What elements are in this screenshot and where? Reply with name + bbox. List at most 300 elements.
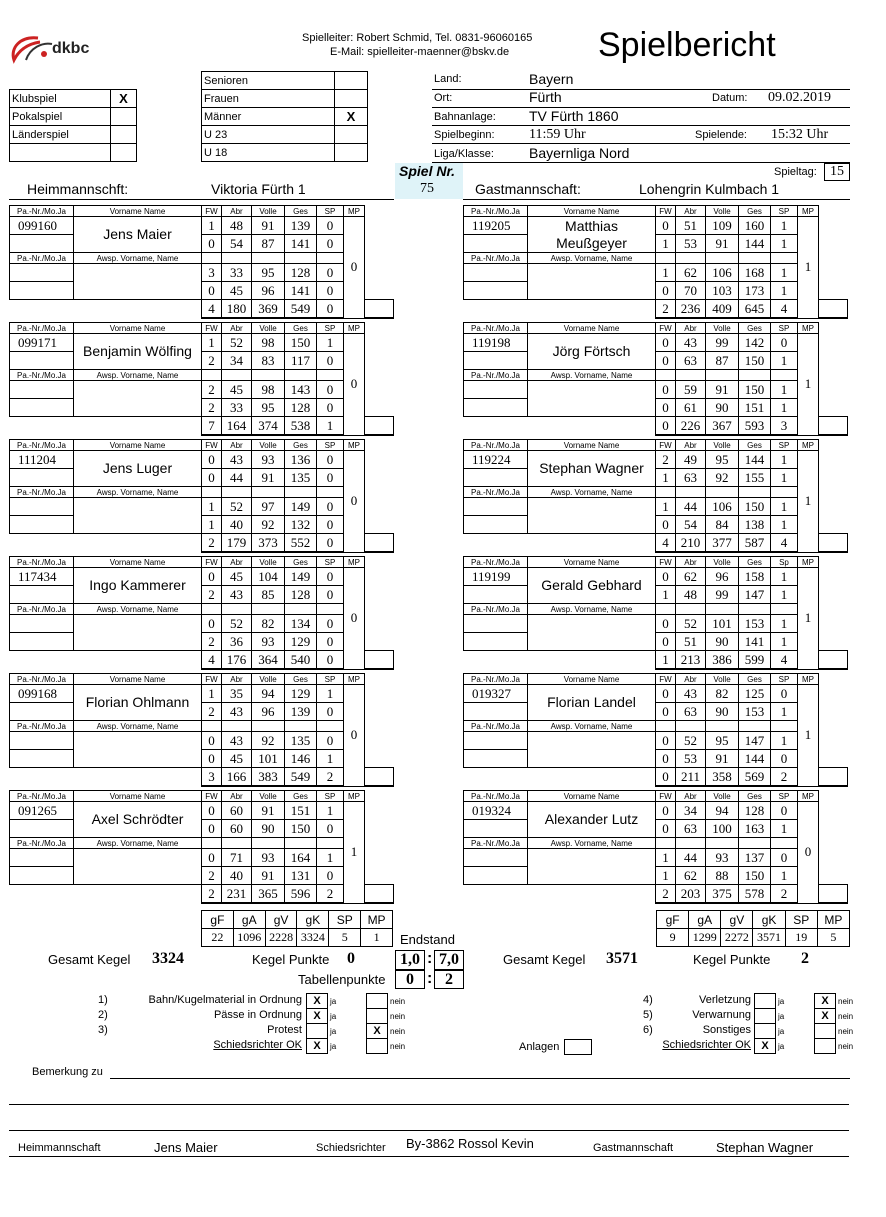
category-label: Senioren [202, 72, 335, 90]
ja-checkbox[interactable]: X [306, 1038, 328, 1054]
score-cell: 158 [739, 568, 771, 586]
home-player-block [9, 673, 394, 791]
score-cell: 90 [706, 703, 739, 721]
sub-pass-empty[interactable] [464, 750, 528, 768]
score-row [464, 235, 848, 253]
bemerkung-label: Bemerkung zu [32, 1066, 103, 1078]
tab-sep: : [427, 970, 433, 987]
empty-cell [676, 253, 706, 264]
header-name: Vorname Name [74, 674, 202, 685]
totals-header: gA [233, 911, 265, 929]
nein-label: nein [838, 1042, 854, 1051]
score-row [464, 352, 848, 370]
nein-checkbox[interactable] [814, 1023, 836, 1039]
header-awsp: Awsp. Vorname, Name [74, 604, 202, 615]
sub-name-empty[interactable] [74, 732, 202, 768]
score-cell: 95 [706, 732, 739, 750]
player-pass-number: 019327 [464, 685, 528, 703]
nein-checkbox[interactable] [366, 1038, 388, 1054]
totals-header: MP [817, 911, 849, 929]
header-mp: MP [798, 674, 819, 685]
home-player-table [9, 556, 394, 670]
ja-checkbox[interactable] [306, 1023, 328, 1039]
score-cell: 63 [676, 703, 706, 721]
player-mp: 0 [344, 685, 365, 787]
score-cell: 0 [202, 469, 222, 487]
score-cell: 106 [706, 264, 739, 282]
score-cell: 131 [285, 867, 317, 885]
sub-pass-empty[interactable] [10, 732, 74, 750]
player-mp: 1 [798, 217, 819, 319]
score-cell: 94 [706, 802, 739, 820]
total-cell: 596 [285, 885, 317, 904]
score-cell: 1 [656, 867, 676, 885]
score-cell: 1 [202, 685, 222, 703]
totals-value: 2272 [721, 929, 753, 947]
player-mp: 1 [798, 451, 819, 553]
empty-cell [202, 253, 222, 264]
score-cell: 0 [202, 451, 222, 469]
player-name: Florian Ohlmann [74, 685, 202, 721]
total-spacer [10, 885, 202, 904]
total-mp-empty [365, 885, 394, 904]
liga-value: Bayernliga Nord [529, 145, 630, 161]
substitute-header-row [10, 838, 394, 849]
sub-name-empty[interactable] [528, 732, 656, 768]
ja-checkbox[interactable] [754, 1008, 776, 1024]
score-cell: 87 [252, 235, 285, 253]
category-label: Männer [202, 108, 335, 126]
total-mp-empty [365, 768, 394, 787]
column-header-row [464, 674, 848, 685]
guest-kp-label: Kegel Punkte [693, 952, 771, 967]
ja-checkbox[interactable] [754, 993, 776, 1009]
sub-pass-empty[interactable] [464, 264, 528, 282]
pass-empty [464, 703, 528, 721]
sub-pass-empty[interactable] [464, 633, 528, 651]
sub-pass-empty[interactable] [464, 516, 528, 534]
score-cell: 53 [676, 235, 706, 253]
score-cell: 173 [739, 282, 771, 300]
sub-pass-empty[interactable] [464, 399, 528, 417]
total-cell: 213 [676, 651, 706, 670]
header-pa: Pa.-Nr./Mo.Ja [10, 721, 74, 732]
home-team-name: Viktoria Fürth 1 [211, 181, 306, 197]
score-cell: 52 [676, 615, 706, 633]
ja-checkbox[interactable]: X [306, 1008, 328, 1024]
empty-cell [676, 838, 706, 849]
bemerkung-line[interactable] [110, 1078, 850, 1079]
pass-empty [10, 820, 74, 838]
empty-cell [706, 370, 739, 381]
sub-pass-empty[interactable] [464, 381, 528, 399]
empty-cell [222, 370, 252, 381]
score-cell: 1 [317, 849, 344, 867]
empty-cell [676, 370, 706, 381]
score-cell: 142 [739, 334, 771, 352]
score-cell: 92 [252, 732, 285, 750]
score-cell: 150 [285, 334, 317, 352]
spielnr-value: 75 [420, 181, 434, 196]
score-cell: 43 [222, 451, 252, 469]
header-pa: Pa.-Nr./Mo.Ja [10, 791, 74, 802]
score-cell: 1 [771, 568, 798, 586]
score-row [10, 352, 394, 370]
empty-cell [252, 487, 285, 498]
score-cell: 0 [202, 568, 222, 586]
score-cell: 33 [222, 264, 252, 282]
score-cell: 2 [202, 586, 222, 604]
total-cell: 593 [739, 417, 771, 436]
column-header-row [464, 557, 848, 568]
sub-pass-empty[interactable] [464, 282, 528, 300]
ja-label: ja [330, 1042, 337, 1051]
total-cell: 367 [706, 417, 739, 436]
score-cell: 150 [285, 820, 317, 838]
sub-pass-empty[interactable] [10, 516, 74, 534]
score-row [464, 516, 848, 534]
liga-label: Liga/Klasse: [434, 148, 494, 160]
sub-pass-empty[interactable] [10, 750, 74, 768]
empty-cell [222, 721, 252, 732]
empty-cell [676, 604, 706, 615]
score-cell: 71 [222, 849, 252, 867]
sub-pass-empty[interactable] [10, 849, 74, 867]
category-mark[interactable] [335, 126, 368, 144]
category-mark[interactable] [335, 90, 368, 108]
check-number: 6) [643, 1024, 653, 1036]
score-cell: 0 [317, 469, 344, 487]
player-total-row [464, 300, 848, 319]
sub-pass-empty[interactable] [10, 381, 74, 399]
totals-header: SP [329, 911, 361, 929]
nein-checkbox[interactable] [366, 993, 388, 1009]
totals-value: 5 [329, 929, 361, 947]
bahnanlage-label: Bahnanlage: [434, 111, 496, 123]
ja-checkbox[interactable] [754, 1023, 776, 1039]
score-cell: 43 [676, 334, 706, 352]
score-cell: 62 [676, 568, 706, 586]
score-cell: 1 [771, 732, 798, 750]
score-cell: 163 [739, 820, 771, 838]
check-label: Pässe in Ordnung [213, 1009, 302, 1021]
score-cell: 40 [222, 867, 252, 885]
header-awsp: Awsp. Vorname, Name [528, 721, 656, 732]
score-cell: 129 [285, 633, 317, 651]
score-cell: 99 [706, 334, 739, 352]
header-abr: Abr [222, 323, 252, 334]
home-player-block [9, 556, 394, 674]
tab-home: 0 [395, 970, 425, 989]
score-cell: 0 [317, 633, 344, 651]
nein-checkbox[interactable]: X [366, 1023, 388, 1039]
game-type-label [10, 144, 111, 162]
score-cell: 106 [706, 498, 739, 516]
score-cell: 93 [252, 633, 285, 651]
sub-pass-empty[interactable] [464, 498, 528, 516]
totals-value: 2228 [265, 929, 297, 947]
sub-name-empty[interactable] [74, 849, 202, 885]
empty-cell [202, 604, 222, 615]
score-cell: 1 [771, 282, 798, 300]
category-table [201, 71, 368, 162]
total-cell: 2 [771, 768, 798, 787]
header-name: Vorname Name [528, 323, 656, 334]
header-name: Vorname Name [74, 206, 202, 217]
score-cell: 0 [317, 516, 344, 534]
score-cell: 1 [317, 750, 344, 768]
spielende-label: Spielende: [695, 129, 747, 141]
sub-name-empty[interactable] [74, 498, 202, 534]
game-type-mark[interactable] [111, 108, 137, 126]
land-value: Bayern [529, 71, 574, 87]
score-cell: 1 [771, 586, 798, 604]
column-header-row [464, 440, 848, 451]
sub-pass-empty[interactable] [10, 615, 74, 633]
total-cell: 0 [656, 417, 676, 436]
column-header-row [10, 557, 394, 568]
score-cell: 0 [317, 399, 344, 417]
ja-label: ja [778, 1012, 785, 1021]
header-pa: Pa.-Nr./Mo.Ja [464, 440, 528, 451]
score-row [464, 568, 848, 586]
header-sp: SP [317, 440, 344, 451]
guest-player-block [463, 673, 848, 791]
header-fw: FW [656, 791, 676, 802]
check-label: Protest [267, 1024, 302, 1036]
guest-player-table [463, 439, 848, 553]
header-abr: Abr [676, 557, 706, 568]
tabellen-label: Tabellenpunkte [298, 972, 386, 987]
totals-header: gK [753, 911, 785, 929]
guest-player-table [463, 673, 848, 787]
game-type-mark[interactable]: X [111, 90, 137, 108]
page-title: Spielbericht [598, 26, 776, 64]
total-cell: 2 [202, 534, 222, 553]
score-cell: 82 [706, 685, 739, 703]
header-pa: Pa.-Nr./Mo.Ja [464, 791, 528, 802]
score-cell: 139 [285, 703, 317, 721]
game-type-mark[interactable] [111, 126, 137, 144]
category-row [202, 72, 368, 90]
category-row [202, 126, 368, 144]
empty-cell [771, 370, 798, 381]
total-spacer [10, 768, 202, 787]
score-cell: 44 [676, 498, 706, 516]
total-cell: 599 [739, 651, 771, 670]
anlagen-box[interactable] [564, 1039, 592, 1055]
empty-cell [317, 604, 344, 615]
sub-pass-empty[interactable] [10, 399, 74, 417]
header-sp: SP [317, 557, 344, 568]
sub-pass-empty[interactable] [464, 732, 528, 750]
header-fw: FW [656, 323, 676, 334]
empty-cell [202, 721, 222, 732]
total-cell: 549 [285, 300, 317, 319]
player-pass-number: 119198 [464, 334, 528, 352]
header-volle: Volle [252, 557, 285, 568]
header-abr: Abr [676, 674, 706, 685]
totals-value: 1 [361, 929, 393, 947]
header-pa: Pa.-Nr./Mo.Ja [10, 604, 74, 615]
score-cell: 48 [222, 217, 252, 235]
score-cell: 0 [656, 352, 676, 370]
total-spacer [10, 651, 202, 670]
column-header-row [10, 206, 394, 217]
score-cell: 88 [706, 867, 739, 885]
sub-pass-empty[interactable] [464, 867, 528, 885]
empty-cell [285, 838, 317, 849]
header-pa: Pa.-Nr./Mo.Ja [464, 253, 528, 264]
header-ges: Ges [285, 557, 317, 568]
total-cell: 386 [706, 651, 739, 670]
header-mp: MP [798, 206, 819, 217]
header-volle: Volle [252, 440, 285, 451]
score-cell: 33 [222, 399, 252, 417]
total-cell: 7 [202, 417, 222, 436]
header-volle: Volle [706, 557, 739, 568]
score-cell: 138 [739, 516, 771, 534]
game-type-mark[interactable] [111, 144, 137, 162]
check-number: 3) [98, 1024, 108, 1036]
score-cell: 146 [285, 750, 317, 768]
category-row [202, 90, 368, 108]
sub-name-empty[interactable] [528, 381, 656, 417]
header-ges: Ges [285, 323, 317, 334]
score-cell: 60 [222, 820, 252, 838]
score-cell: 83 [252, 352, 285, 370]
score-row [10, 586, 394, 604]
score-row [10, 820, 394, 838]
header-awsp: Awsp. Vorname, Name [528, 604, 656, 615]
score-cell: 96 [252, 282, 285, 300]
sub-pass-empty[interactable] [464, 849, 528, 867]
player-name: Matthias Meußgeyer [528, 217, 656, 253]
score-cell: 136 [285, 451, 317, 469]
score-cell: 0 [656, 820, 676, 838]
empty-cell [706, 253, 739, 264]
player-mp: 0 [344, 217, 365, 319]
sub-name-empty[interactable] [74, 615, 202, 651]
score-row [464, 586, 848, 604]
player-name: Alexander Lutz [528, 802, 656, 838]
score-row [464, 451, 848, 469]
score-cell: 125 [739, 685, 771, 703]
sub-name-empty[interactable] [74, 264, 202, 300]
score-cell: 1 [317, 685, 344, 703]
total-cell: 549 [285, 768, 317, 787]
sub-pass-empty[interactable] [10, 633, 74, 651]
empty-cell [252, 721, 285, 732]
column-header-row [10, 791, 394, 802]
sub-name-empty[interactable] [528, 615, 656, 651]
header-mp: MP [798, 791, 819, 802]
empty-cell [317, 487, 344, 498]
ja-checkbox[interactable]: X [754, 1038, 776, 1054]
nein-checkbox[interactable] [366, 1008, 388, 1024]
total-spacer [464, 885, 656, 904]
ja-checkbox[interactable]: X [306, 993, 328, 1009]
header-name: Vorname Name [74, 440, 202, 451]
sub-name-empty[interactable] [528, 264, 656, 300]
total-cell: 4 [202, 300, 222, 319]
sub-name-empty[interactable] [528, 498, 656, 534]
player-name: Axel Schrödter [74, 802, 202, 838]
sub-pass-empty[interactable] [10, 264, 74, 282]
score-cell: 1 [771, 820, 798, 838]
sub-pass-empty[interactable] [10, 867, 74, 885]
score-cell: 0 [656, 217, 676, 235]
sub-pass-empty[interactable] [10, 498, 74, 516]
check-label: Bahn/Kugelmaterial in Ordnung [148, 994, 302, 1006]
player-total-row [464, 417, 848, 436]
score-cell: 1 [771, 381, 798, 399]
ort-value: Fürth [529, 89, 562, 105]
total-mp-empty [819, 300, 848, 319]
totals-header: gV [265, 911, 297, 929]
player-mp: 1 [344, 802, 365, 904]
score-cell: 155 [739, 469, 771, 487]
score-cell: 0 [202, 849, 222, 867]
player-total-row [464, 651, 848, 670]
game-type-row [10, 144, 137, 162]
score-cell: 0 [317, 451, 344, 469]
score-cell: 0 [317, 568, 344, 586]
score-cell: 168 [739, 264, 771, 282]
score-cell: 93 [706, 849, 739, 867]
sub-pass-empty[interactable] [464, 615, 528, 633]
nein-label: nein [838, 1027, 854, 1036]
score-row [464, 820, 848, 838]
header-ges: Ges [285, 440, 317, 451]
nein-label: nein [838, 1012, 854, 1021]
score-cell: 92 [706, 469, 739, 487]
totals-header: MP [361, 911, 393, 929]
player-mp: 1 [798, 568, 819, 670]
player-pass-number: 099168 [10, 685, 74, 703]
score-cell: 0 [317, 352, 344, 370]
sub-name-empty[interactable] [528, 849, 656, 885]
score-row [10, 615, 394, 633]
total-cell: 552 [285, 534, 317, 553]
player-name: Jens Maier [74, 217, 202, 253]
nein-checkbox[interactable]: X [814, 993, 836, 1009]
home-kp-label: Kegel Punkte [252, 952, 330, 967]
player-pass-number: 119224 [464, 451, 528, 469]
total-cell: 409 [706, 300, 739, 319]
score-cell: 0 [317, 820, 344, 838]
score-cell: 63 [676, 352, 706, 370]
sub-name-empty[interactable] [74, 381, 202, 417]
nein-checkbox[interactable]: X [814, 1008, 836, 1024]
nein-checkbox[interactable] [814, 1038, 836, 1054]
score-cell: 45 [222, 381, 252, 399]
sub-pass-empty[interactable] [10, 282, 74, 300]
score-row [10, 568, 394, 586]
header-sp: SP [317, 674, 344, 685]
empty-cell [317, 370, 344, 381]
player-total-row [10, 300, 394, 319]
header-mp: MP [798, 440, 819, 451]
category-mark[interactable] [335, 72, 368, 90]
score-cell: 0 [202, 802, 222, 820]
check-label: Verletzung [699, 994, 751, 1006]
score-cell: 43 [222, 732, 252, 750]
category-mark[interactable]: X [335, 108, 368, 126]
score-cell: 54 [676, 516, 706, 534]
header-mp: MP [344, 206, 365, 217]
category-mark[interactable] [335, 144, 368, 162]
